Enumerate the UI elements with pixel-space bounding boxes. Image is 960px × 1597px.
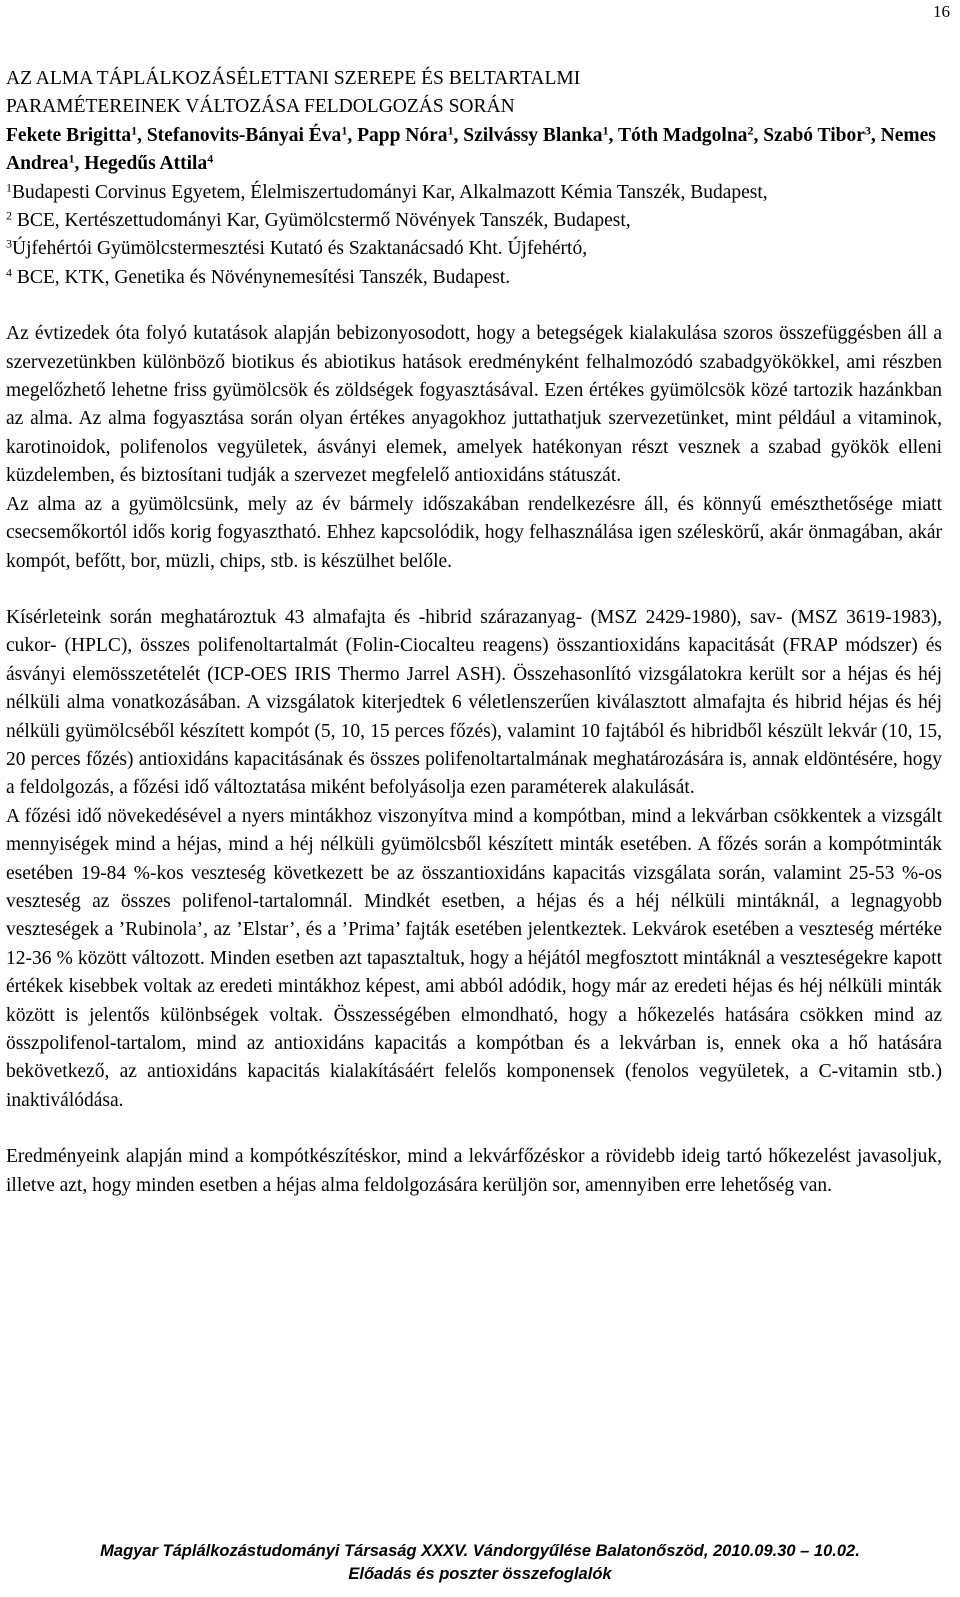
affiliation: $^4$ BCE, KTK, Genetika és Növénynemesítési Tanszék, Budapest.: [6, 265, 511, 288]
author: Stefanovits-Bányai Éva$^1$,: [146, 123, 358, 146]
author: Papp Nóra$^1$,: [357, 123, 464, 146]
author: Nemes Andrea$^1$,: [6, 124, 936, 175]
affiliation: $^1$Budapesti Corvinus Egyetem, Élelmiszertudományi Kar, Alkalmazott Kémia Tanszék, Budapest,: [6, 180, 768, 203]
affiliation: $^2$ BCE, Kertészettudományi Kar, Gyümölcstermő Növények Tanszék, Budapest,: [6, 208, 631, 232]
page-number: 16: [933, 2, 950, 21]
body-paragraph: A főzési idő növekedésével a nyers mintákhoz viszonyítva mind a kompótban, mind a lekvárban csökkentek a vizsgált mennyiségek mind a héjas, mind a héj nélküli gyümölcsből készített minták esetében. A főzés során a kompótminták esetében 19-84 %-kos veszteség következett be az összantioxidáns kapacitás vizsgálata során, valamint 25-53 %-os veszteség az összes polifenol-tartalomnál. Mindkét esetben, a héjas és a héj nélküli mintáknál, a legnagyobb veszteségek a ’Rubinola’, az ’Elstar’, és a ’Prima’ fajták esetében jelentkeztek. Lekvárok esetében a veszteség mértéke 12-36 % között változott. Minden esetben azt tapasztaltuk, hogy a héjától megfosztott mintáknál a veszteségekre kapott értékek kisebbek voltak az eredeti mintákhoz képest, ami abból adódik, hogy már az eredeti héjas és héj nélküli minták között is jelentős különbségek voltak. Összességében elmondható, hogy a hőkezelés hatására csökken mind az összpolifenol-tartalom, mind az antioxidáns kapacitás a kompótban és a lekvárban is, ennek oka a hő hatására bekövetkező, az antioxidáns kapacitás kialakításáért felelős komponensek (fenolos vegyületek, a C-vitamin stb.) inaktiválódása.: [6, 805, 942, 1111]
paper-title: [6, 65, 942, 122]
body-paragraph: Az évtizedek óta folyó kutatások alapján bebizonyosodott, hogy a betegségek kialakulása szoros összefüggésben áll a szervezetünkben különböző biotikus és abiotikus hatások eredményként felhalmozódó szabadgyökökkel, ami részben megelőzhető lehetne friss gyümölcsök és zöldségek fogyasztásával. Ezen értékes gyümölcsök közé tartozik hazánkban az alma. Az alma fogyasztása során olyan értékes anyagokhoz juttathatjuk szervezetünket, mint például a vitaminok, karotinoidok, polifenolos vegyületek, ásványi elemek, amelyek hatékonyan részt vesznek a szabad gyökök elleni küzdelemben, és biztosítani tudják a szervezet megfelelő antioxidáns státuszát.: [6, 323, 942, 487]
affiliation-list: [6, 179, 942, 293]
author: Fekete Brigitta$^1$,: [6, 123, 147, 146]
author: Szilvássy Blanka$^1$,: [463, 123, 618, 146]
author: Hegedűs Attila$^4$: [84, 151, 214, 175]
body-paragraph: Az alma az a gyümölcsünk, mely az év bármely időszakában rendelkezésre áll, és könnyű emészthetősége miatt csecsemőkortól idős korig fogyasztható. Ehhez kapcsolódik, hogy felhasználása igen széleskörű, akár önmagában, akár kompót, befőtt, bor, müzli, chips, stb. is készülhet belőle.: [6, 493, 942, 572]
body-paragraph: Kísérleteink során meghatároztuk 43 almafajta és -hibrid szárazanyag- (MSZ 2429-1980), sav- (MSZ 3619-1983), cukor- (HPLC), összes polifenoltartalmát (Folin-Ciocalteu reagens) összantioxidáns kapacitását (FRAP módszer) és ásványi elemösszetételét (ICP-OES IRIS Thermo Jarrel ASH). Összehasonlító vizsgálatokra került sor a héjas és héj nélküli alma vonatkozásában. A vizsgálatok kiterjedtek 6 véletlenszerűen kiválasztott almafajta és hibrid héjas és héj nélküli gyümölcséből készített kompót (5, 10, 15 perces főzés), valamint 10 fajtából és hibridből készült lekvár (10, 15, 20 perces főzés) antioxidáns kapacitásának és összes polifenoltartalmának meghatározására is, annak eldöntésére, hogy a feldolgozás, a főzési idő változtatása miként befolyásolja ezen paraméterek alakulását.: [6, 606, 942, 799]
abstract-page: [6, 65, 942, 1200]
author: Tóth Madgolna$^2$,: [617, 123, 764, 146]
affiliation: $^3$Újfehértói Gyümölcstermesztési Kutató és Szaktanácsadó Kht. Újfehértó,: [6, 236, 588, 260]
body-paragraph: Eredményeink alapján mind a kompótkészítéskor, mind a lekvárfőzéskor a rövidebb ideig tartó hőkezelést javasoljuk, illetve azt, hogy minden esetben a héjas alma feldolgozására kerüljön sor, amennyiben erre lehetőség van.: [6, 1146, 942, 1196]
page-footer: [0, 1540, 960, 1586]
author-list: [6, 122, 942, 179]
title-line: AZ ALMA TÁPLÁLKOZÁSÉLETTANI SZEREPE ÉS BELTARTALMI: [6, 68, 581, 89]
title-line: PARAMÉTEREINEK VÁLTOZÁSA FELDOLGOZÁS SORÁN: [6, 96, 515, 118]
author: Szabó Tibor$^3$,: [763, 123, 881, 146]
footer-line: Magyar Táplálkozástudományi Társaság XXXV. Vándorgyűlése Balatonőszöd, 2010.09.30 – 10.02.: [100, 1542, 860, 1560]
footer-line: Előadás és poszter összefoglalók: [348, 1565, 612, 1583]
